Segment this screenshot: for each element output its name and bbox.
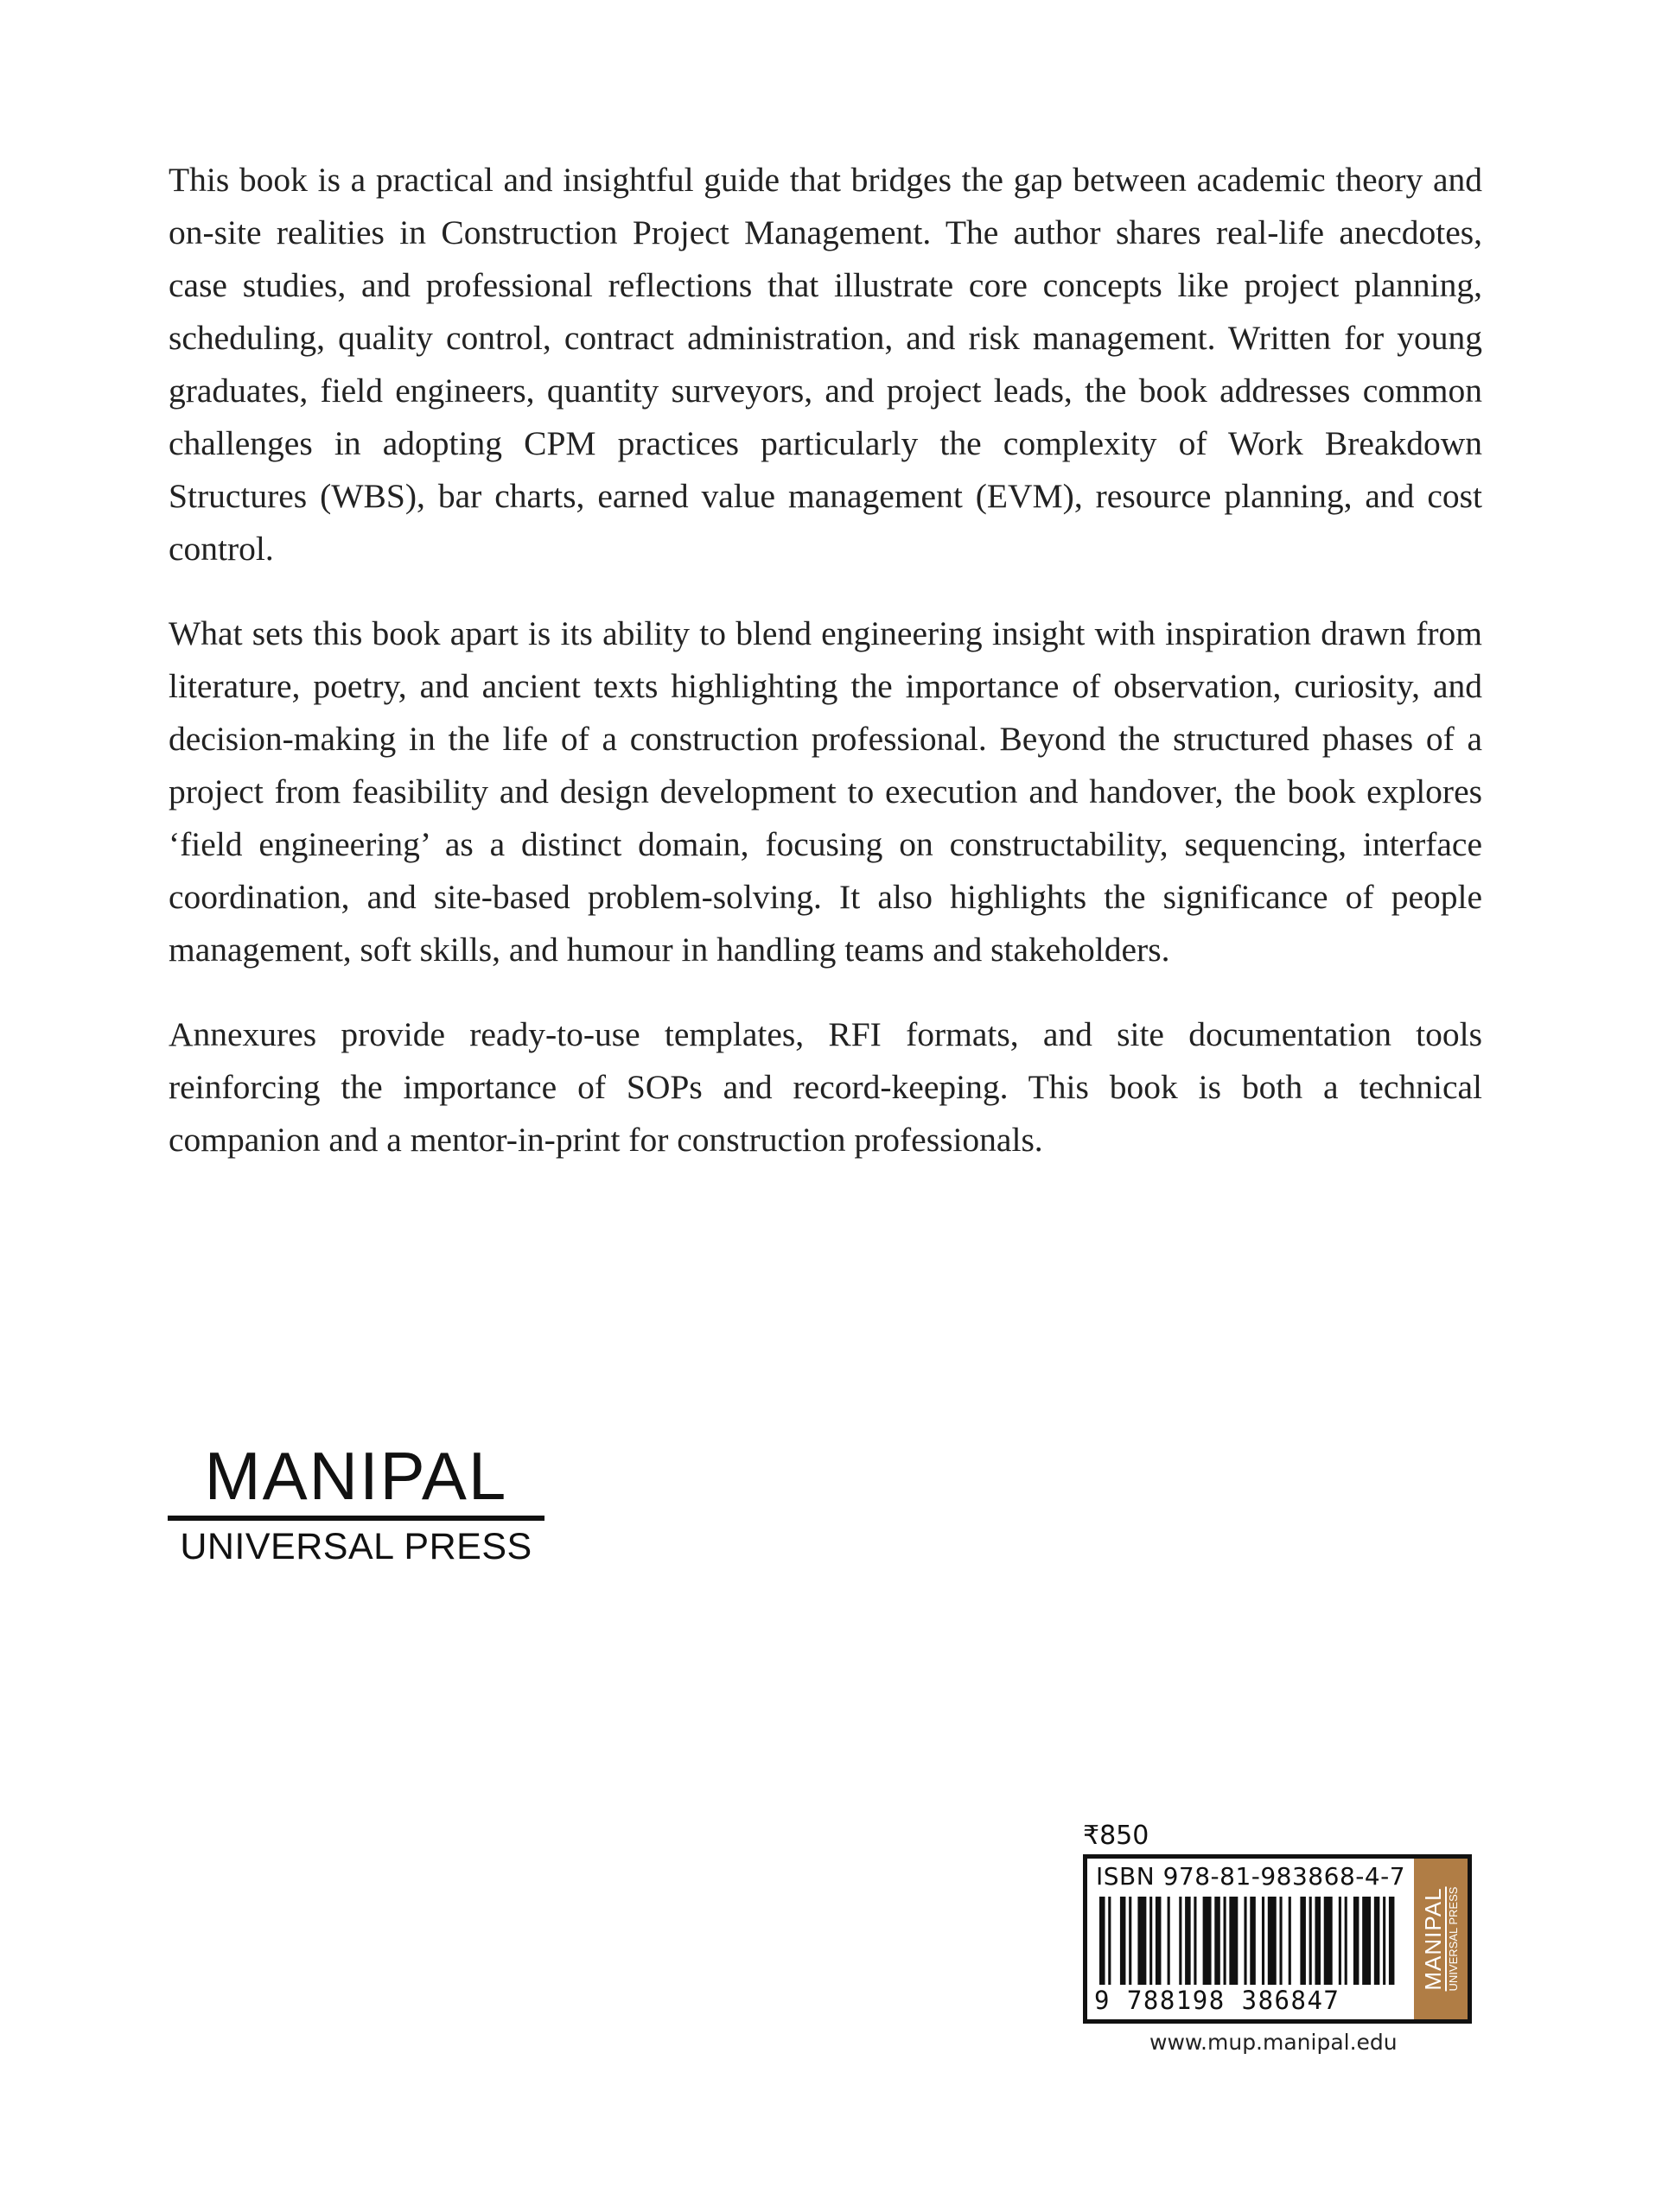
- publisher-logo-rule: [168, 1516, 544, 1521]
- barcode-bar: [1224, 1897, 1226, 1990]
- barcode-bar: [1120, 1897, 1126, 1990]
- barcode-bar: [1179, 1897, 1181, 1990]
- barcode-bar: [1137, 1897, 1146, 1990]
- barcode-bar: [1362, 1897, 1371, 1990]
- isbn-barcode-panel: [1083, 1854, 1472, 2024]
- barcode-bar: [1353, 1897, 1360, 1990]
- barcode-bar: [1194, 1897, 1196, 1990]
- barcode-bar: [1129, 1897, 1131, 1990]
- barcode-bar: [1268, 1897, 1277, 1990]
- barcode-bar: [1214, 1897, 1220, 1990]
- barcode-bar: [1229, 1897, 1238, 1990]
- blurb-paragraph-3: Annexures provide ready-to-use templates, RFI formats, and site documentation tools reinforcing the importance of SOPs and record-keeping. This book is both a technical companion and a mentor-in-print for construction professionals.: [169, 1015, 1482, 1159]
- barcode-bar: [1289, 1897, 1291, 1990]
- publisher-logo-name: MANIPAL: [204, 1438, 508, 1514]
- barcode-bar: [1108, 1897, 1111, 1990]
- barcode-bar: [1203, 1897, 1212, 1990]
- barcode-bar: [1300, 1897, 1306, 1990]
- publisher-website: www.mup.manipal.edu: [1149, 2030, 1398, 2055]
- publisher-badge: [1414, 1859, 1468, 2019]
- publisher-badge-subtitle: UNIVERSAL PRESS: [1447, 1886, 1460, 1992]
- barcode-bar: [1149, 1897, 1152, 1990]
- barcode-bar: [1309, 1897, 1312, 1990]
- back-cover-blurb: [169, 154, 1482, 1198]
- barcode-bar: [1279, 1897, 1282, 1990]
- blurb-paragraph-1: This book is a practical and insightful guide that bridges the gap between academic theory and on-site realities in Construction Project Management. The author shares real-life anecdotes, case studies, and professional reflections that illustrate core concepts like project planning, scheduling, quality control, contract administration, and risk management. Written for young graduates, field engineers, quantity surveyors, and project leads, the book addresses common challenges in adopting CPM practices particularly the complexity of Work Breakdown Structures (WBS), bar charts, earned value management (EVM), resource planning, and cost control.: [169, 161, 1482, 568]
- barcode-bar: [1262, 1897, 1264, 1990]
- barcode-bar: [1168, 1897, 1170, 1990]
- barcode-bar: [1099, 1897, 1105, 1990]
- barcode-digits: 9 788198 386847: [1094, 1985, 1407, 2016]
- barcode-image: [1099, 1897, 1404, 1990]
- barcode-bar: [1339, 1897, 1341, 1990]
- barcode-bar: [1250, 1897, 1256, 1990]
- barcode-bar: [1345, 1897, 1347, 1990]
- barcode-bar: [1374, 1897, 1380, 1990]
- barcode-bar: [1185, 1897, 1191, 1990]
- barcode-bar: [1383, 1897, 1385, 1990]
- barcode-bar: [1315, 1897, 1321, 1990]
- barcode-bar: [1389, 1897, 1395, 1990]
- publisher-logo: [168, 1438, 544, 1569]
- isbn-number: ISBN 978-81-983868-4-7: [1096, 1862, 1406, 1891]
- barcode-bar: [1324, 1897, 1333, 1990]
- price-label: ₹850: [1083, 1821, 1149, 1851]
- publisher-badge-name: MANIPAL: [1420, 1887, 1446, 1991]
- barcode-bar: [1244, 1897, 1246, 1990]
- publisher-logo-subtitle: UNIVERSAL PRESS: [180, 1526, 532, 1567]
- blurb-paragraph-2: What sets this book apart is its ability to blend engineering insight with inspiration drawn from literature, poetry, and ancient texts highlighting the importance of observation, curiosity, and decision-making in the life of a construction professional. Beyond the structured phases of a project from feasibility and design development to execution and handover, the book explores ‘field engineering’ as a distinct domain, focusing on constructability, sequencing, interface coordination, and site-based problem-solving. It also highlights the significance of people management, soft skills, and humour in handling teams and stakeholders.: [169, 614, 1482, 969]
- barcode-bar: [1156, 1897, 1162, 1990]
